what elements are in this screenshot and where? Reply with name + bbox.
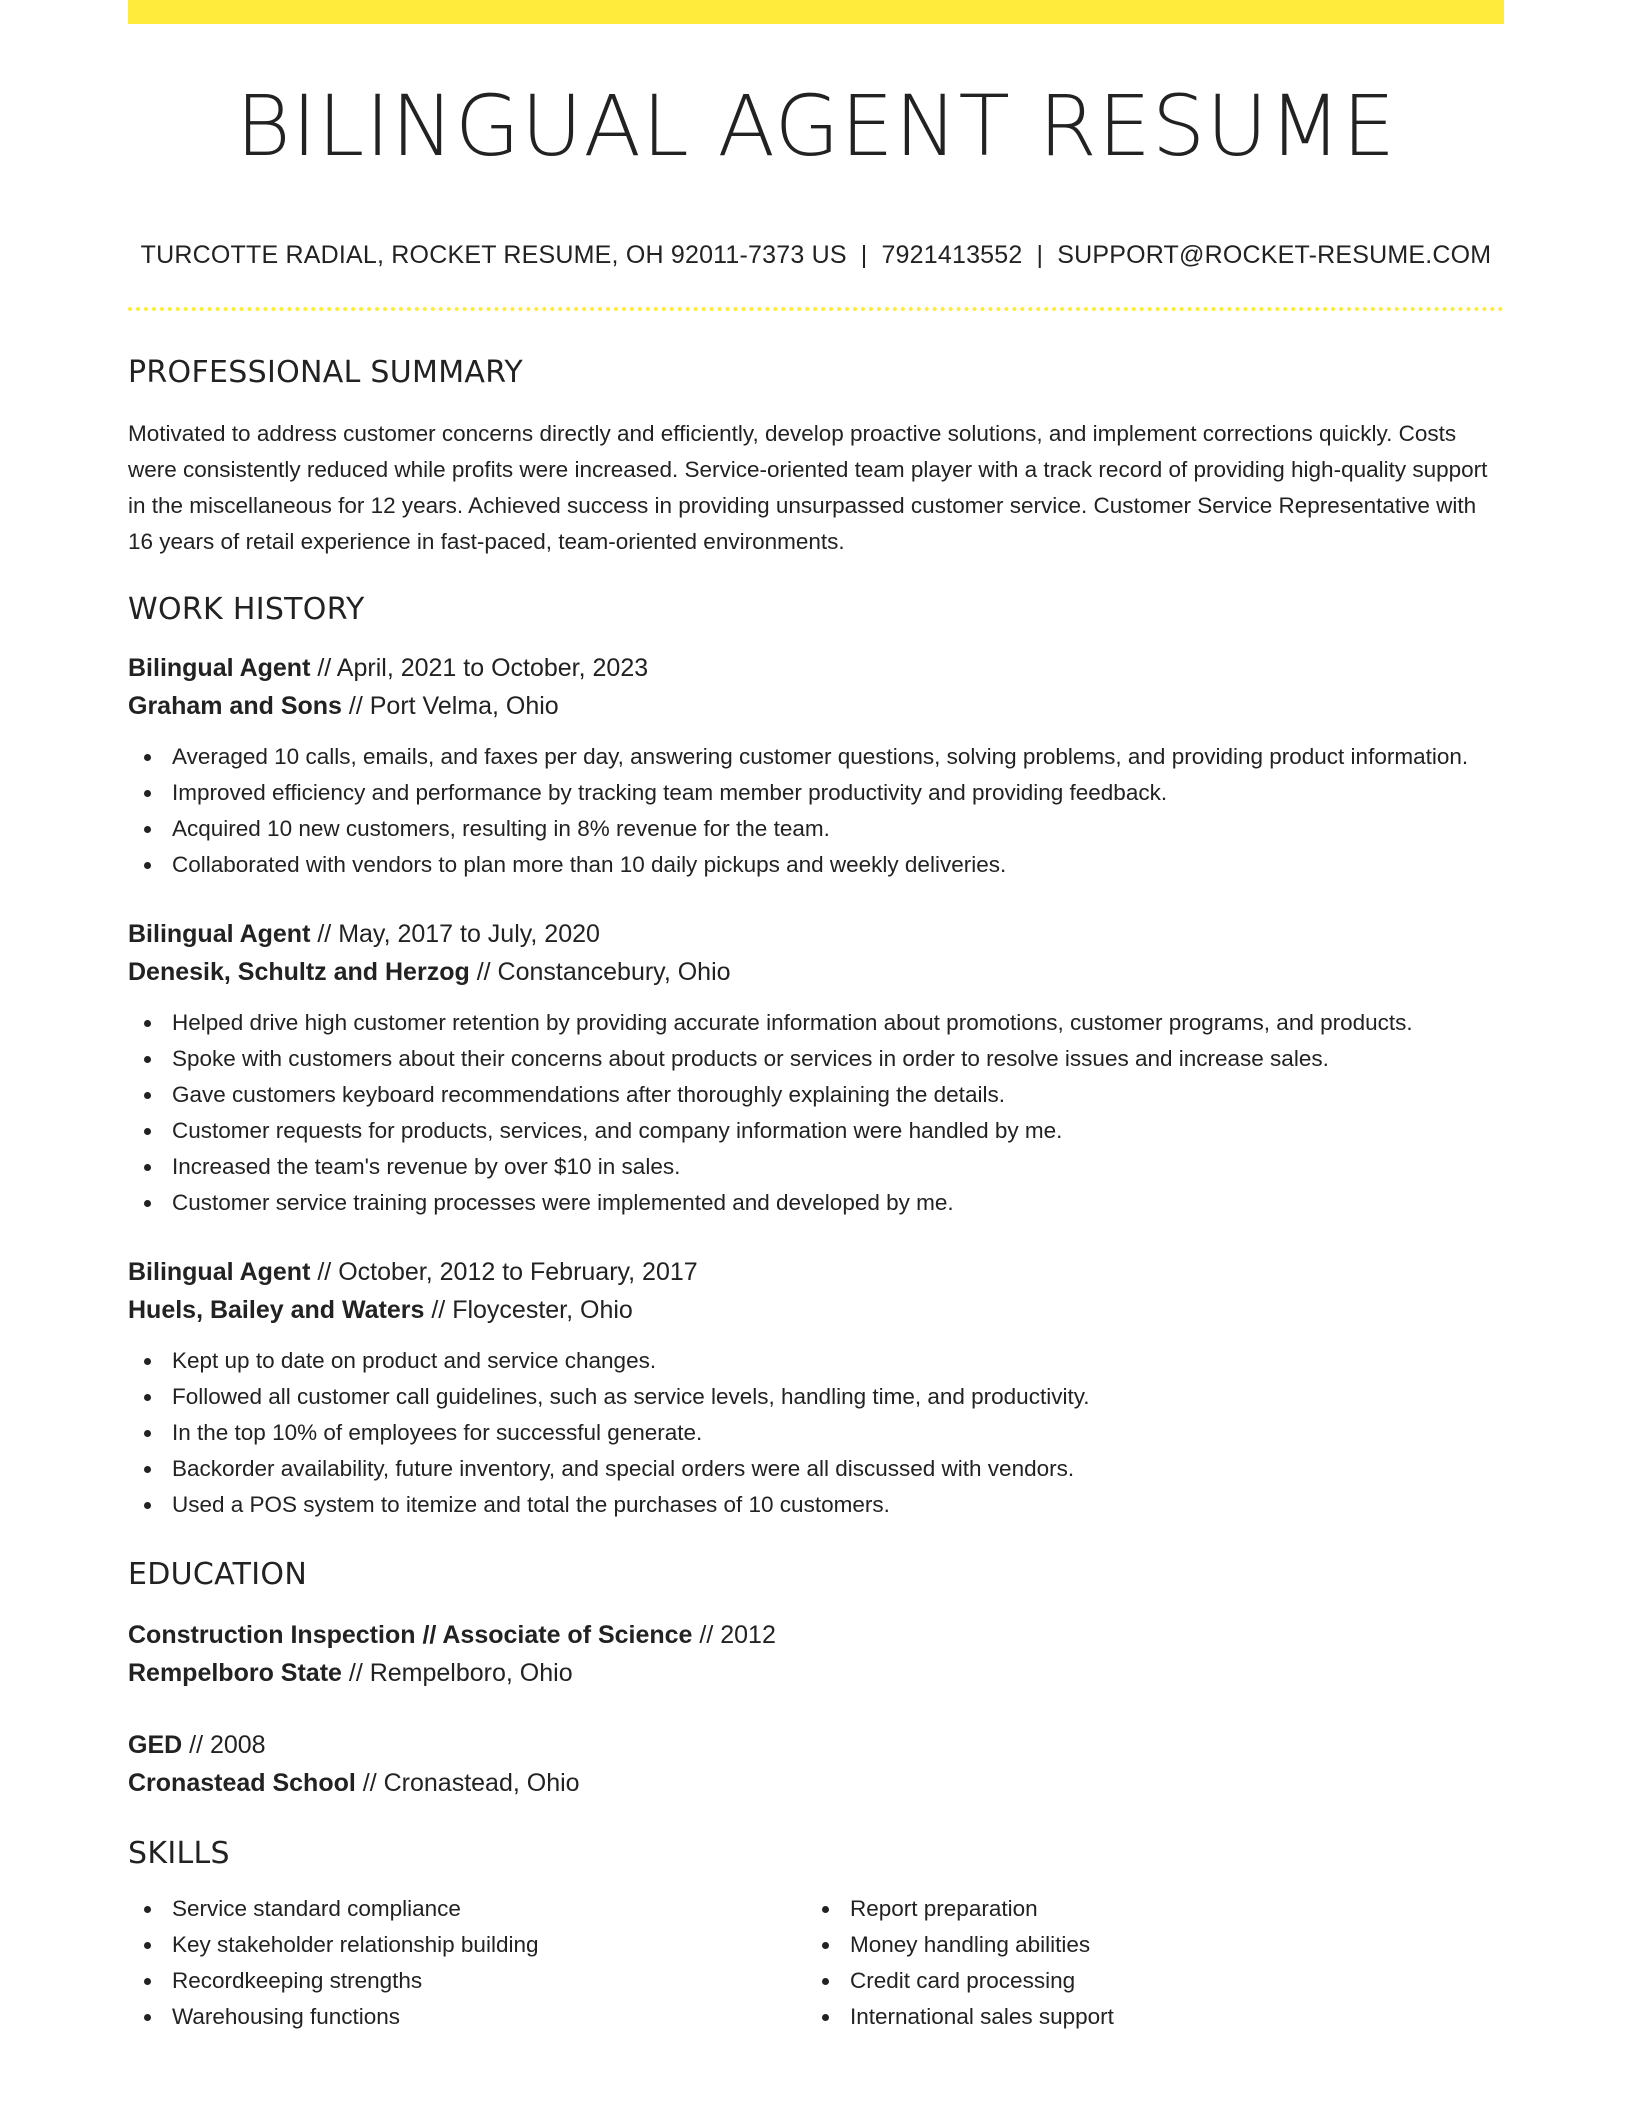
job-company: Huels, Bailey and Waters <box>128 1296 425 1324</box>
job-dates: // October, 2012 to February, 2017 <box>310 1258 698 1286</box>
skill-item: Credit card processing <box>806 1963 1484 1999</box>
skill-item: Recordkeeping strengths <box>128 1963 806 1999</box>
skills-left-list <box>128 1891 806 2035</box>
job-bullets <box>128 739 1504 883</box>
education-degree: Construction Inspection // Associate of Science <box>128 1621 693 1649</box>
education-school-line <box>128 1764 1504 1802</box>
education-school: Cronastead School <box>128 1769 356 1797</box>
job-bullet: Kept up to date on product and service changes. <box>128 1343 1504 1379</box>
education-heading: EDUCATION <box>128 1557 308 1592</box>
job-title: Bilingual Agent <box>128 654 311 682</box>
job-bullet: Increased the team's revenue by over $10 in sales. <box>128 1149 1504 1185</box>
skills-right-list <box>806 1891 1484 2035</box>
job-company: Graham and Sons <box>128 692 342 720</box>
education-school: Rempelboro State <box>128 1659 342 1687</box>
education-entry <box>128 1726 1504 1802</box>
job-bullet: Gave customers keyboard recommendations after thoroughly explaining the details. <box>128 1077 1504 1113</box>
job-company-line <box>128 953 1504 991</box>
job-location: // Constancebury, Ohio <box>469 958 731 986</box>
education-school-line <box>128 1654 1504 1692</box>
skill-item: Report preparation <box>806 1891 1484 1927</box>
accent-bar <box>128 0 1504 24</box>
job-entry <box>128 649 1504 883</box>
job-bullet: Followed all customer call guidelines, such as service levels, handling time, and productivity. <box>128 1379 1504 1415</box>
summary-heading: PROFESSIONAL SUMMARY <box>128 355 524 390</box>
education-year: // 2012 <box>692 1621 776 1649</box>
job-bullet: In the top 10% of employees for successful generate. <box>128 1415 1504 1451</box>
job-company-line <box>128 1291 1504 1329</box>
summary-text: Motivated to address customer concerns directly and efficiently, develop proactive solutions, and implement corrections quickly. Costs were consistently reduced while profits were increased. Service-oriented team player with a track record of providing high-quality support in the miscellaneous for 12 years. Achieved success in providing unsurpassed customer service. Customer Service Representative with 16 years of retail experience in fast-paced, team-oriented environments. <box>128 421 1488 554</box>
education-degree-line <box>128 1616 1504 1654</box>
skill-item: International sales support <box>806 1999 1484 2035</box>
job-bullet: Acquired 10 new customers, resulting in 8% revenue for the team. <box>128 811 1504 847</box>
job-bullet: Backorder availability, future inventory, and special orders were all discussed with vendors. <box>128 1451 1504 1487</box>
resume-page <box>128 0 1504 2035</box>
job-title-line <box>128 915 1504 953</box>
education-degree-line <box>128 1726 1504 1764</box>
contact-phone: 7921413552 <box>881 241 1023 269</box>
job-entry <box>128 915 1504 1221</box>
job-bullet: Customer service training processes were implemented and developed by me. <box>128 1185 1504 1221</box>
job-bullets <box>128 1005 1504 1221</box>
job-location: // Port Velma, Ohio <box>341 692 559 720</box>
job-company-line <box>128 687 1504 725</box>
job-location: // Floycester, Ohio <box>424 1296 633 1324</box>
skill-item: Warehousing functions <box>128 1999 806 2035</box>
job-title-line <box>128 649 1504 687</box>
education-location: // Cronastead, Ohio <box>355 1769 580 1797</box>
skills-columns <box>128 1891 1504 2035</box>
education-year: // 2008 <box>182 1731 266 1759</box>
contact-address: TURCOTTE RADIAL, ROCKET RESUME, OH 92011-7373 US <box>140 241 847 269</box>
job-entry <box>128 1253 1504 1523</box>
job-bullet: Customer requests for products, services, and company information were handled by me. <box>128 1113 1504 1149</box>
job-bullet: Spoke with customers about their concerns about products or services in order to resolve issues and increase sales. <box>128 1041 1504 1077</box>
education-entry <box>128 1616 1504 1692</box>
skill-item: Money handling abilities <box>806 1927 1484 1963</box>
job-title: Bilingual Agent <box>128 1258 311 1286</box>
education-location: // Rempelboro, Ohio <box>341 1659 573 1687</box>
job-title: Bilingual Agent <box>128 920 311 948</box>
dotted-divider <box>128 307 1504 311</box>
job-bullet: Collaborated with vendors to plan more than 10 daily pickups and weekly deliveries. <box>128 847 1504 883</box>
contact-line <box>128 241 1504 270</box>
education-degree: GED <box>128 1731 183 1759</box>
job-dates: // May, 2017 to July, 2020 <box>310 920 600 948</box>
job-bullets <box>128 1343 1504 1523</box>
skill-item: Key stakeholder relationship building <box>128 1927 806 1963</box>
job-bullet: Averaged 10 calls, emails, and faxes per day, answering customer questions, solving problems, and providing product information. <box>128 739 1504 775</box>
skill-item: Service standard compliance <box>128 1891 806 1927</box>
work-history-heading: WORK HISTORY <box>128 592 365 627</box>
contact-email: SUPPORT@ROCKET-RESUME.COM <box>1057 241 1492 269</box>
job-company: Denesik, Schultz and Herzog <box>128 958 470 986</box>
job-dates: // April, 2021 to October, 2023 <box>310 654 649 682</box>
skills-heading: SKILLS <box>128 1836 230 1871</box>
job-bullet: Used a POS system to itemize and total the purchases of 10 customers. <box>128 1487 1504 1523</box>
job-bullet: Helped drive high customer retention by providing accurate information about promotions, customer programs, and products. <box>128 1005 1504 1041</box>
contact-separator: | <box>1036 241 1044 269</box>
resume-title: BILINGUAL AGENT RESUME <box>235 77 1397 175</box>
job-bullet: Improved efficiency and performance by tracking team member productivity and providing feedback. <box>128 775 1504 811</box>
contact-separator: | <box>860 241 868 269</box>
job-title-line <box>128 1253 1504 1291</box>
